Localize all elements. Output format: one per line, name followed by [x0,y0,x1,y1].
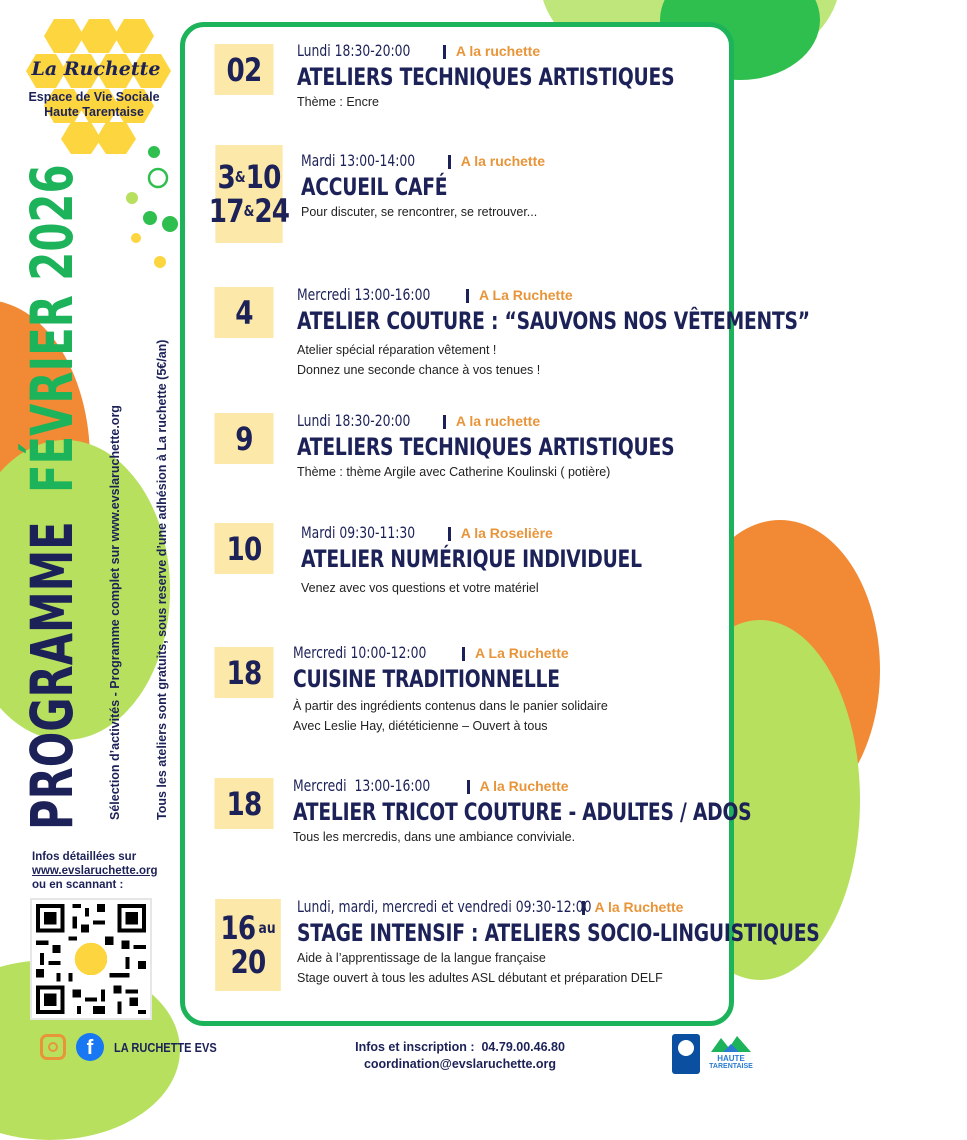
event-6-desc-1: À partir des ingrédients contenus dans le panier solidaire [293,699,608,713]
contact-line2[interactable]: coordination@evslaruchette.org [363,1057,557,1071]
date-7: 18 [226,784,262,823]
date-8-sep: au [258,919,276,937]
event-8-place: A la Ruchette [594,899,684,915]
event-6-desc-2: Avec Leslie Hay, diététicienne – Ouvert à tous [293,719,548,733]
event-5 [301,523,738,597]
haute-tarentaise-logo [705,1034,757,1074]
date-2a-sep: & [234,168,246,186]
event-7-place: A la Ruchette [479,778,569,794]
event-3-time: Mercredi 13:00-16:00 [297,285,431,304]
info-line1: Infos détaillées sur [32,851,137,863]
event-7-desc: Tous les mercredis, dans une ambiance conviviale. [293,830,576,844]
contact-line1: Infos et inscription : 04.79.00.46.80 [355,1040,565,1054]
date-1: 02 [226,50,262,89]
date-2a: 3 [217,158,235,196]
date-5: 10 [226,529,262,568]
event-8 [297,897,967,987]
info-url[interactable]: www.evslaruchette.org [32,865,158,877]
info-block [32,850,157,892]
event-4-desc: Thème : thème Argile avec Catherine Koulinski ( potière) [297,465,611,479]
gratuits-text: Tous les ateliers sont gratuits, sous reserve d’une adhésion à La ruchette (5€/an) [155,339,169,820]
event-1-place: A la ruchette [455,43,541,59]
event-4-place: A la ruchette [455,413,541,429]
event-7-title: ATELIER TRICOT COUTURE - ADULTES / ADOS [293,798,752,826]
facebook-icon[interactable]: f [76,1033,104,1061]
tarentaise-text: TARENTAISE [709,1063,753,1070]
event-5-title: ATELIER NUMÉRIQUE INDIVIDUEL [301,545,642,573]
event-1 [297,41,781,111]
date-box-1 [214,44,273,95]
event-3 [297,285,955,379]
selection-text: Sélection d’activités - Programme complet sur www.evslaruchette.org [108,405,122,820]
date-box-7 [214,778,273,829]
date-2b: 17 [208,192,244,230]
event-6-title: CUISINE TRADITIONNELLE [293,665,560,693]
event-5-separator [448,527,451,541]
qr-code-icon [32,900,150,1018]
event-2 [301,151,545,221]
instagram-icon[interactable] [40,1034,66,1060]
event-5-time: Mardi 09:30-11:30 [301,523,416,542]
event-2-title: ACCUEIL CAFÉ [301,173,448,201]
date-box-5 [214,523,273,574]
event-8-desc-1: Aide à l’apprentissage de la langue française [297,951,546,965]
event-8-time: Lundi, mardi, mercredi et vendredi 09:30-12:00 [297,897,592,916]
event-3-title: ATELIER COUTURE : “SAUVONS NOS VÊTEMENTS” [297,307,810,335]
event-8-title: STAGE INTENSIF : ATELIERS SOCIO-LINGUISTIQUES [297,919,820,947]
decorative-dots [120,140,180,270]
date-box-6 [214,647,273,698]
event-6-separator [462,647,465,661]
date-box-8 [215,899,281,991]
event-1-time: Lundi 18:30-20:00 [297,41,411,60]
event-6 [293,643,635,735]
event-4 [297,411,781,481]
caf-logo [672,1034,700,1074]
social-name: LA RUCHETTE EVS [114,1040,217,1055]
date-3: 4 [235,293,253,332]
event-7 [293,776,881,846]
event-3-desc-2: Donnez une seconde chance à vos tenues ! [297,363,541,377]
event-1-separator [443,45,446,59]
logo-line2: Haute Tarentaise [44,105,144,119]
date-8a: 16 [220,909,256,947]
program-panel [180,22,820,1026]
event-8-desc-2: Stage ouvert à tous les adultes ASL débutant et préparation DELF [297,971,663,985]
event-1-title: ATELIERS TECHNIQUES ARTISTIQUES [297,63,675,91]
mountain-icon [705,1034,757,1054]
event-4-title: ATELIERS TECHNIQUES ARTISTIQUES [297,433,675,461]
event-2-desc: Pour discuter, se rencontrer, se retrouver... [301,205,538,219]
logo-line1: Espace de Vie Sociale [28,90,160,104]
date-2a2: 10 [245,158,281,196]
date-8b: 20 [230,943,266,981]
event-6-time: Mercredi 10:00-12:00 [293,643,427,662]
event-1-desc: Thème : Encre [297,95,379,109]
event-2-separator [448,155,451,169]
event-3-separator [466,289,469,303]
haute-text: HAUTE [717,1054,745,1063]
date-box-3 [214,287,273,338]
programme-title [18,37,86,830]
info-line3: ou en scannant : [32,879,124,891]
logo-name: La Ruchette [31,58,161,80]
event-5-place: A la Roselière [460,525,553,541]
event-3-desc-1: Atelier spécial réparation vêtement ! [297,343,497,357]
event-7-time: Mercredi 13:00-16:00 [293,776,431,795]
date-2b2: 24 [254,192,290,230]
date-4: 9 [235,419,253,458]
event-4-time: Lundi 18:30-20:00 [297,411,411,430]
event-5-desc: Venez avec vos questions et votre matériel [301,581,539,595]
date-6: 18 [226,653,262,692]
event-7-separator [467,780,470,794]
event-4-separator [443,415,446,429]
date-box-4 [214,413,273,464]
month-word: FÉVRIER 2026 [18,164,86,494]
date-2b-sep: & [243,202,255,220]
event-3-place: A La Ruchette [479,287,573,303]
qr-code[interactable] [30,898,152,1020]
programme-word: PROGRAMME [18,521,86,830]
date-box-2 [208,145,290,243]
event-6-place: A La Ruchette [475,645,569,661]
event-2-place: A la ruchette [460,153,546,169]
event-2-time: Mardi 13:00-14:00 [301,151,416,170]
